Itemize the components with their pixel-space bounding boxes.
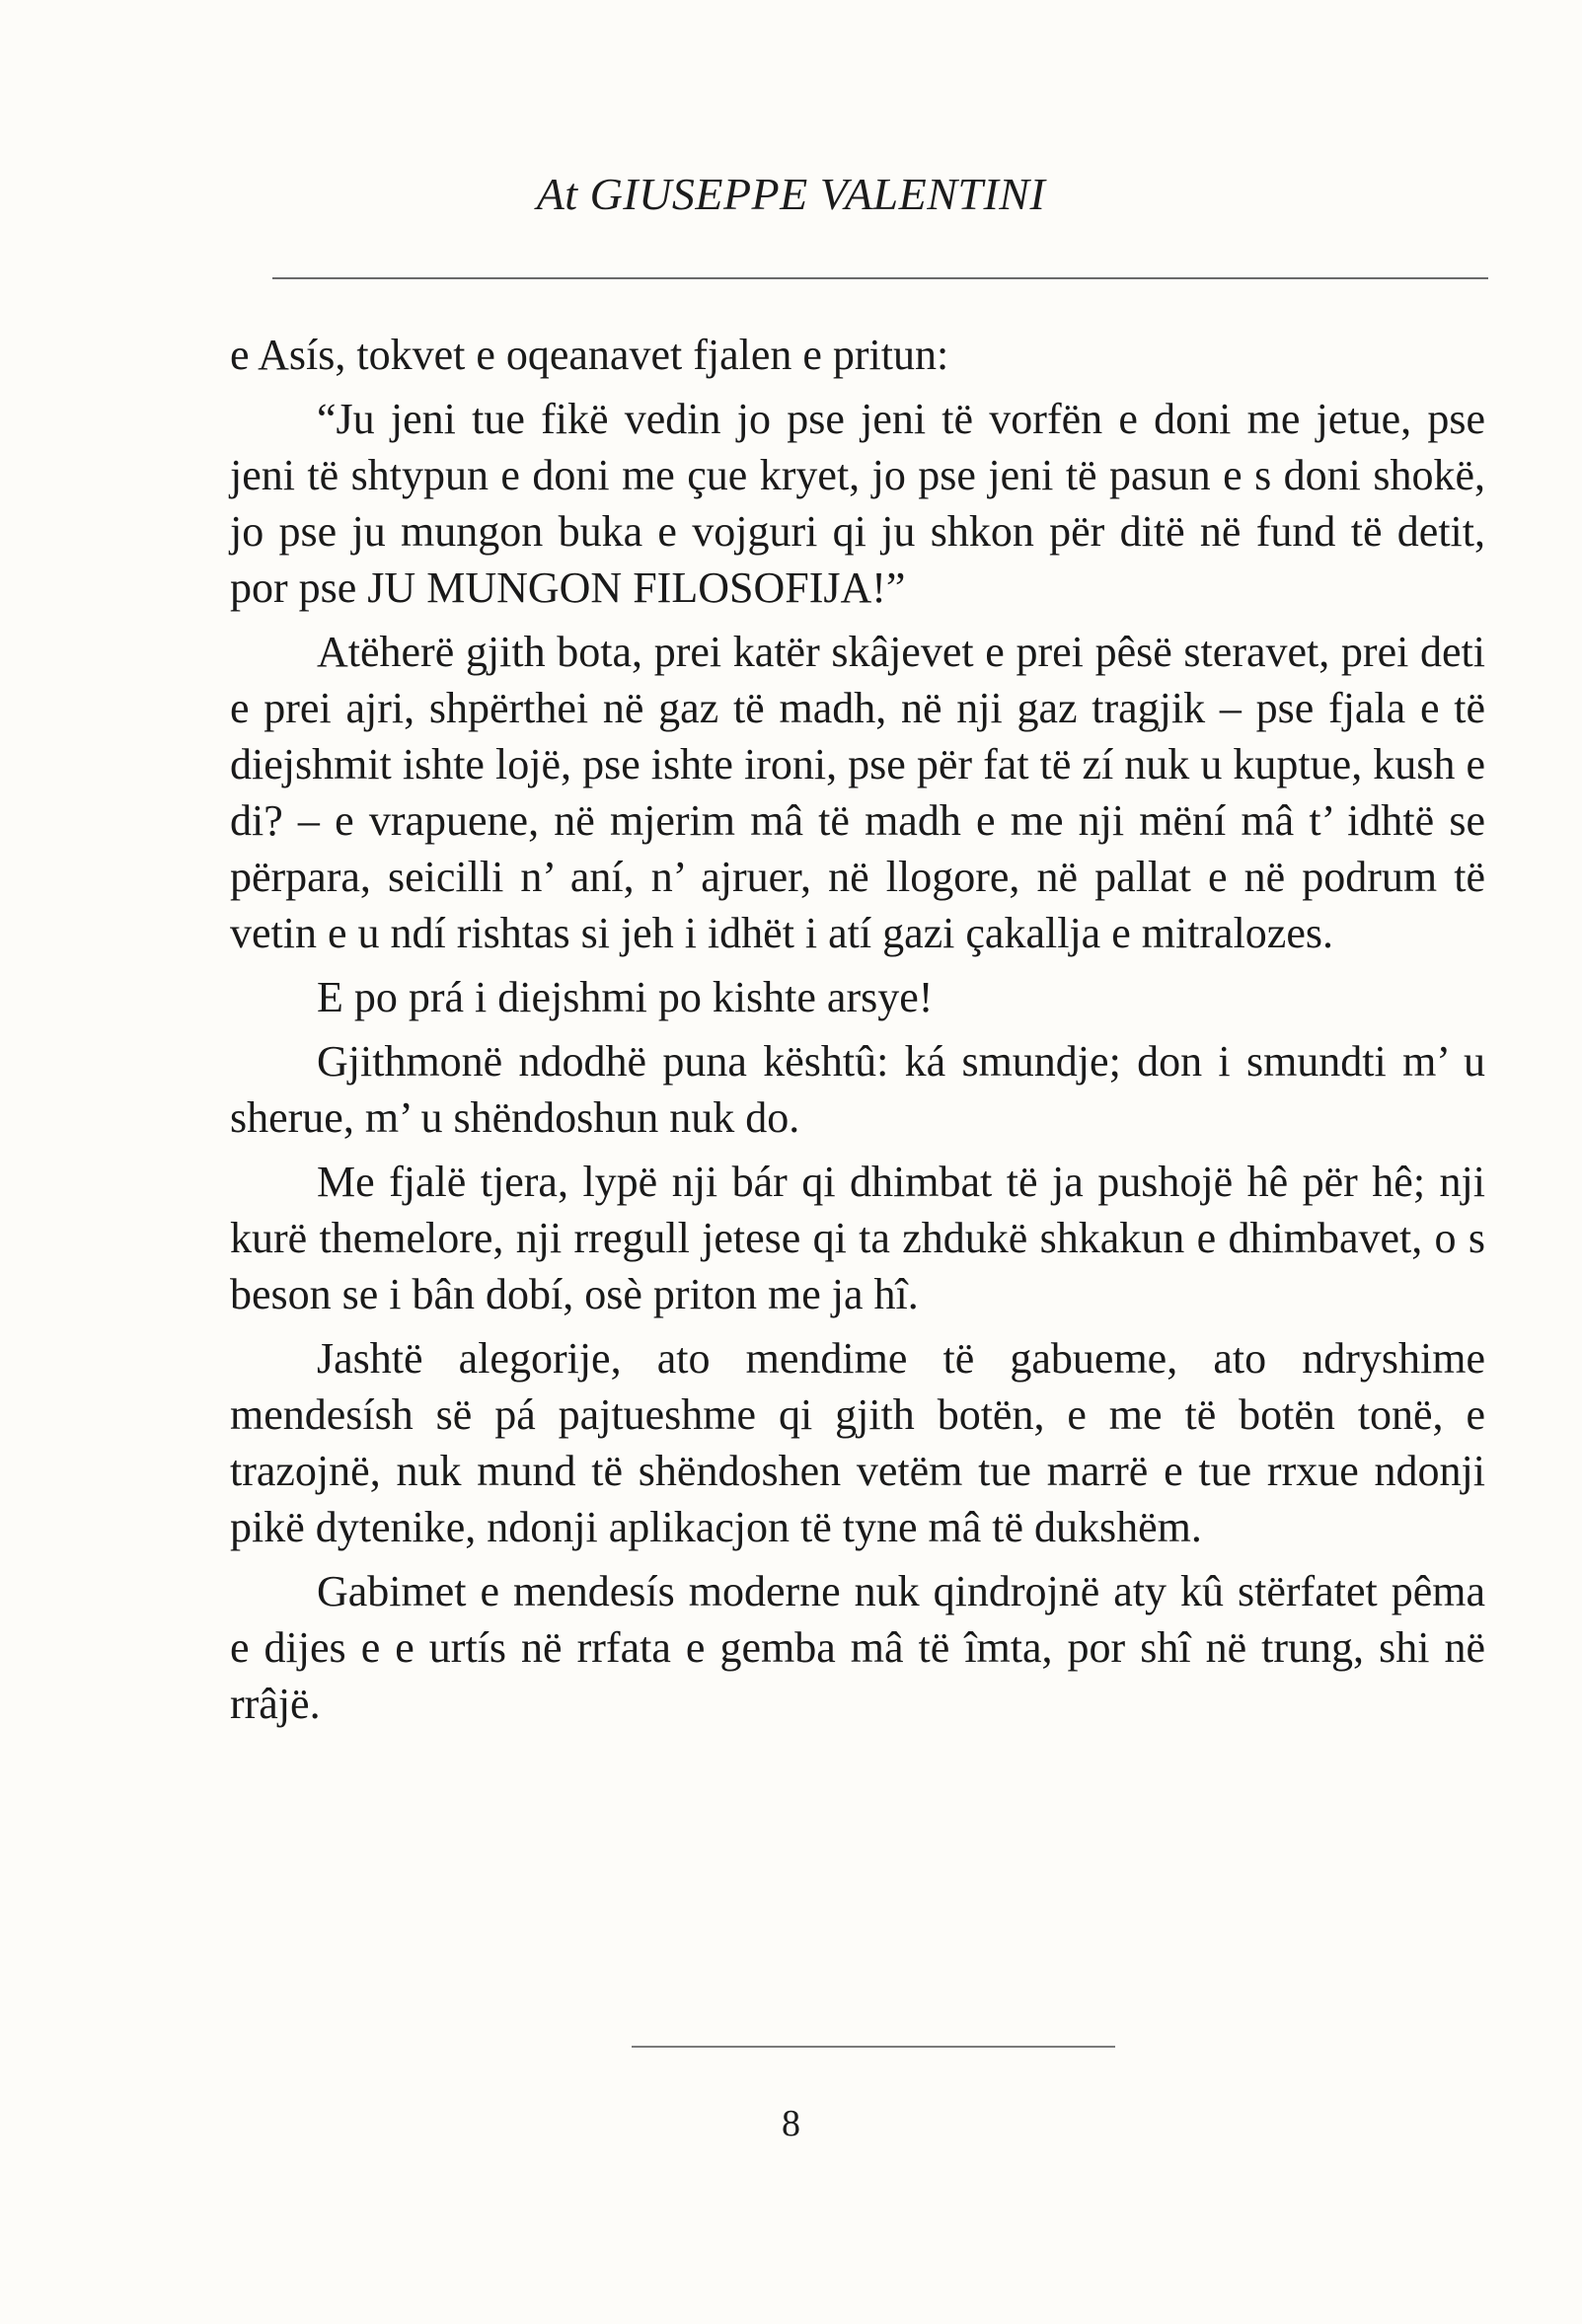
paragraph: Gjithmonë ndodhë puna kështû: ká smundje; don i smundti m’ u sherue, m’ u shëndoshun nuk do.	[230, 1037, 1485, 1142]
footer-rule	[632, 2046, 1115, 2048]
paragraph: Atëherë gjith bota, prei katër skâjevet e prei pêsë steravet, prei deti e prei ajri, shpërthei në gaz të madh, në nji gaz tragjik – pse fjala e të diejshmit ishte lojë, pse ishte ironi, pse për fat të zí nuk u kuptue, kush e di? – e vrapuene, në mjerim mâ të madh e me nji mëní mâ t’ idhtë se përpara, seicilli n’ aní, n’ ajruer, në llogore, në pallat e në podrum të vetin e u ndí rishtas si jeh i idhët i atí gazi çakallja e mitralozes.	[230, 628, 1485, 957]
paragraph: Gabimet e mendesís moderne nuk qindrojnë aty kû stërfatet pêma e dijes e e urtís në rrfata e gemba mâ të îmta, por shî në trung, shi në rrâjë.	[230, 1567, 1485, 1728]
paragraph: E po prá i diejshmi po kishte arsye!	[317, 973, 934, 1021]
page-number: 8	[782, 2103, 800, 2144]
paragraph: e Asís, tokvet e oqeanavet fjalen e pritun:	[230, 331, 949, 379]
body-text	[230, 327, 1485, 1740]
paragraph: Jashtë alegorije, ato mendime të gabueme, ato ndryshime mendesísh së pá pajtueshme qi gjith botën, e me të botën tonë, e trazojnë, nuk mund të shëndoshen vetëm tue marrë e tue rrxue ndonji pikë dytenike, ndonji aplikacjon të tyne mâ të dukshëm.	[230, 1334, 1485, 1551]
paragraph: Me fjalë tjera, lypë nji bár qi dhimbat të ja pushojë hê për hê; nji kurë themelore, nji rregull jetese qi ta zhdukë shkakun e dhimbavet, o s beson se i bân dobí, osè priton me ja hî.	[230, 1158, 1485, 1318]
header-rule	[272, 277, 1488, 279]
paragraph: “Ju jeni tue fikë vedin jo pse jeni të vorfën e doni me jetue, pse jeni të shtypun e doni me çue kryet, jo pse jeni të pasun e s doni shokë, jo pse ju mungon buka e vojguri qi ju shkon për ditë në fund të detit, por pse JU MUNGON FILOSOFIJA!”	[230, 395, 1485, 612]
running-head: At GIUSEPPE VALENTINI	[536, 169, 1046, 219]
